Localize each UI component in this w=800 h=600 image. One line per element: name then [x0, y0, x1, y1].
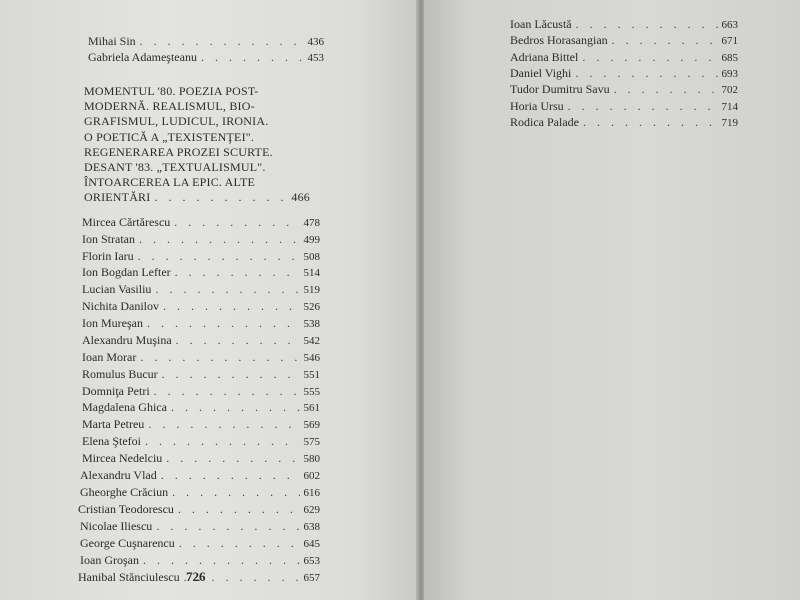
- toc-entry-page: 526: [303, 301, 320, 313]
- toc-entry-name: Ioan Morar: [82, 350, 137, 364]
- dot-leader: [145, 434, 300, 449]
- dot-leader: [166, 451, 299, 466]
- toc-entry-name: Tudor Dumitru Savu: [510, 82, 610, 97]
- toc-entry-page: 638: [303, 521, 320, 533]
- dot-leader: [147, 316, 300, 331]
- toc-entry: [82, 350, 320, 365]
- toc-entry-page: 629: [303, 504, 320, 516]
- dot-leader: [148, 417, 299, 432]
- toc-entry-name: Elena Ştefoi: [82, 434, 141, 448]
- dot-leader: [156, 519, 299, 534]
- toc-entry-page: 657: [303, 572, 320, 584]
- toc-entry-name: Alexandru Vlad: [80, 468, 157, 482]
- toc-entry-name: Magdalena Ghica: [82, 400, 167, 414]
- dot-leader: [140, 34, 304, 49]
- toc-entry: [82, 316, 320, 331]
- toc-entry: [82, 333, 320, 348]
- toc-entry: [82, 265, 320, 280]
- toc-entry: [88, 50, 324, 65]
- toc-entry: [510, 33, 738, 48]
- toc-entry-page: 508: [303, 251, 320, 263]
- dot-leader: [583, 115, 718, 130]
- toc-entry: [510, 50, 738, 65]
- dot-leader: [162, 367, 300, 382]
- toc-entry-name: Marta Petreu: [82, 417, 145, 431]
- toc-entry-name: Cristian Teodorescu: [78, 502, 174, 516]
- dot-leader: [143, 553, 300, 568]
- toc-entry-page: 602: [303, 470, 320, 482]
- toc-entry: [82, 282, 320, 297]
- toc-entry-name: Ioan Groşan: [80, 553, 139, 567]
- toc-entry: [510, 82, 738, 97]
- toc-entry-name: George Cuşnarencu: [80, 536, 175, 550]
- dot-leader: [576, 17, 718, 32]
- dot-leader: [139, 232, 300, 247]
- toc-entry-page: 693: [721, 67, 738, 80]
- toc-entry-name: Horia Ursu: [510, 98, 564, 113]
- toc-entry-name: Hanibal Stănciulescu: [78, 570, 180, 584]
- section-page-number: 466: [291, 190, 310, 205]
- toc-entry: [82, 417, 320, 432]
- dot-leader: [172, 485, 299, 500]
- toc-entry-name: Daniel Vighi: [510, 65, 572, 80]
- section-heading-last-line: [84, 190, 310, 205]
- toc-entry-page: 663: [721, 19, 738, 31]
- toc-entry-page: 538: [303, 318, 320, 330]
- section-heading-text: MOMENTUL '80. POEZIA POST- MODERNĂ. REALISMUL, BIO- GRAFISMUL, LUDICUL, IRONIA. O POETICĂ A „TEXISTENŢEI". REGENERAREA PROZEI SCURTE. DESANT '83. „TEXTUALISMUL". ÎNTOARCEREA LA EPIC. ALTE: [84, 84, 273, 190]
- dot-leader: [154, 190, 287, 205]
- dot-leader: [568, 99, 718, 114]
- toc-entry: [80, 553, 320, 568]
- toc-entry: [82, 434, 320, 449]
- dot-leader: [614, 82, 718, 97]
- dot-leader: [155, 282, 299, 297]
- toc-entry-page: 542: [303, 335, 320, 347]
- toc-entry: [80, 485, 320, 500]
- toc-entry-page: 616: [303, 487, 320, 499]
- toc-entry-page: 719: [721, 116, 738, 129]
- section-heading: [84, 84, 310, 205]
- toc-entry-page: 546: [303, 352, 320, 364]
- toc-entry-name: Ion Bogdan Lefter: [82, 265, 171, 279]
- toc-entry-page: 671: [721, 35, 738, 48]
- toc-entry-name: Mihai Sin: [88, 34, 136, 48]
- toc-entry-name: Alexandru Muşina: [82, 333, 172, 347]
- dot-leader: [161, 468, 300, 483]
- dot-leader: [175, 265, 300, 280]
- toc-entry-page: 702: [721, 84, 738, 97]
- dot-leader: [612, 33, 718, 48]
- toc-entry-name: Gabriela Adameşteanu: [88, 50, 197, 64]
- toc-entry-name: Ioan Lăcustă: [510, 17, 572, 31]
- toc-entry-page: 575: [303, 436, 320, 448]
- toc-entry-name: Adriana Bittel: [510, 49, 579, 64]
- toc-entry-page: 555: [303, 386, 320, 398]
- toc-entry: [82, 232, 320, 247]
- dot-leader: [174, 215, 299, 230]
- toc-entry: [510, 17, 738, 32]
- toc-entry-page: 514: [303, 267, 320, 279]
- toc-entry: [82, 384, 320, 399]
- dot-leader: [154, 384, 300, 399]
- toc-entry-name: Ion Mureşan: [82, 316, 143, 330]
- toc-entry-name: Bedros Horasangian: [510, 33, 608, 48]
- toc-entry-name: Domniţa Petri: [82, 384, 150, 398]
- toc-entry: [88, 34, 324, 49]
- dot-leader: [171, 400, 300, 415]
- toc-entry-name: Mircea Cărtărescu: [82, 215, 171, 229]
- toc-entry-page: 478: [303, 217, 320, 229]
- dot-leader: [178, 502, 300, 517]
- toc-entry: [80, 519, 320, 534]
- toc-entry-name: Nicolae Iliescu: [80, 519, 153, 533]
- toc-entry-page: 453: [307, 52, 324, 64]
- toc-entry-name: Ion Stratan: [82, 232, 135, 246]
- toc-entry: [510, 115, 738, 130]
- toc-entry-name: Mircea Nedelciu: [82, 451, 163, 465]
- toc-entry-name: Nichita Danilov: [82, 299, 159, 313]
- toc-entry: [510, 99, 738, 114]
- toc-entry-page: 551: [303, 369, 320, 381]
- toc-entry-page: 499: [303, 234, 320, 246]
- toc-entry-page: 569: [303, 419, 320, 431]
- dot-leader: [201, 50, 304, 65]
- dot-leader: [582, 50, 717, 65]
- toc-entry: [80, 468, 320, 483]
- toc-entry-name: Rodica Palade: [510, 114, 579, 129]
- toc-entry-page: 685: [721, 51, 738, 64]
- toc-entry-page: 436: [307, 36, 324, 48]
- dot-leader: [179, 536, 300, 551]
- toc-entry: [82, 400, 320, 415]
- page-number: 726: [186, 569, 206, 584]
- toc-entry: [82, 451, 320, 466]
- toc-entry: [82, 249, 320, 264]
- dot-leader: [163, 299, 300, 314]
- toc-entry-name: Romulus Bucur: [82, 367, 158, 381]
- toc-entry-page: 580: [303, 453, 320, 465]
- section-heading-last-text: ORIENTĂRI: [84, 190, 151, 205]
- toc-entry-page: 653: [303, 555, 320, 567]
- toc-entry-name: Florin Iaru: [82, 249, 134, 263]
- toc-entry: [80, 536, 320, 551]
- dot-leader: [138, 249, 300, 264]
- toc-entry-page: 561: [303, 402, 320, 414]
- toc-entry-page: 714: [721, 100, 738, 113]
- toc-entry: [78, 502, 320, 517]
- dot-leader: [176, 333, 300, 348]
- dot-leader: [575, 66, 717, 81]
- toc-entry: [82, 215, 320, 230]
- toc-entry: [82, 367, 320, 382]
- toc-entry-name: Lucian Vasiliu: [82, 282, 152, 296]
- dot-leader: [140, 350, 299, 365]
- toc-entry-name: Gheorghe Crăciun: [80, 485, 169, 499]
- right-page: [424, 0, 800, 600]
- toc-entry: [510, 66, 738, 81]
- toc-entry-page: 519: [303, 284, 320, 296]
- toc-entry-page: 645: [303, 538, 320, 550]
- toc-entry: [82, 299, 320, 314]
